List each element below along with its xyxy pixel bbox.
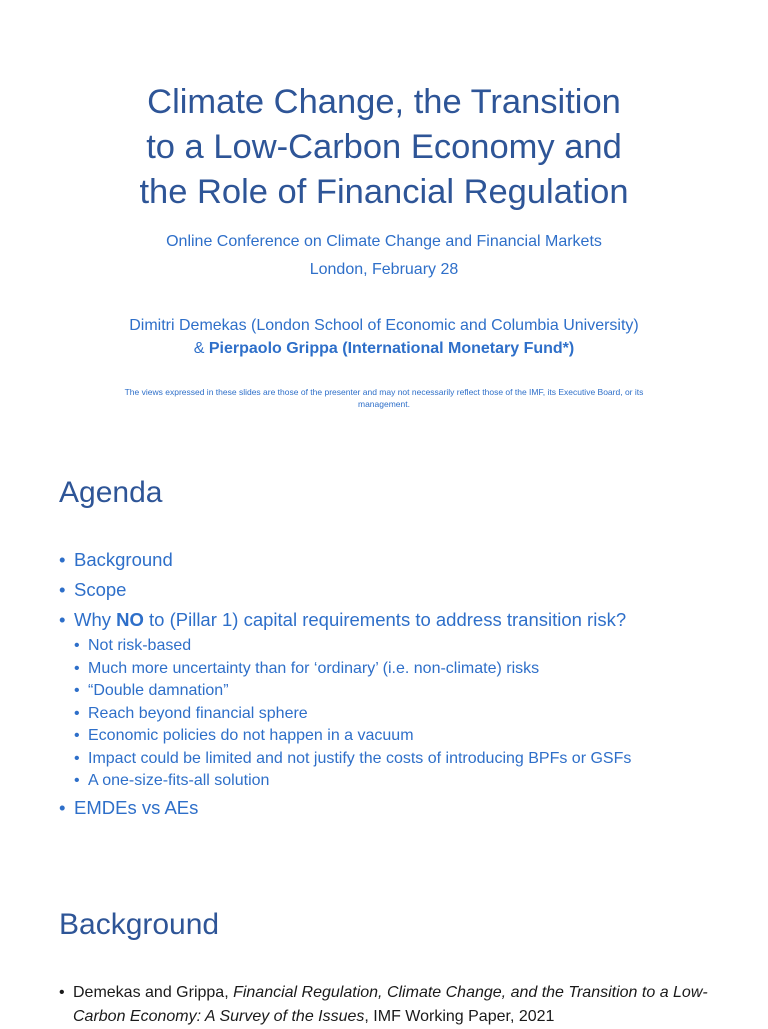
location-date: London, February 28 [309, 261, 459, 278]
agenda-subitem: • Impact could be limited and not justify the costs of introducing BPFs or GSFs [74, 748, 739, 771]
agenda-subitem: • Not risk-based [74, 635, 739, 658]
agenda-list [59, 545, 739, 823]
agenda-item-emdes: • EMDEs vs AEs [59, 793, 739, 823]
presentation-title [60, 80, 708, 215]
background-item [59, 981, 719, 1029]
title-line: the Role of Financial Regulation [139, 173, 629, 211]
agenda-title: Agenda [59, 476, 163, 509]
author-2-line [0, 337, 768, 360]
reference-title: Financial Regulation, Climate Change, and the Transition to a Low-Carbon Economy: A Survey of the Issues [73, 984, 708, 1025]
agenda-item-background: • Background [59, 545, 739, 575]
reference-source: , IMF Working Paper, 2021 [364, 1008, 555, 1025]
title-line: Climate Change, the Transition [147, 83, 621, 121]
agenda-item-capital-requirements [59, 605, 739, 793]
agenda-item-suffix: to (Pillar 1) capital requirements to address transition risk? [143, 609, 627, 630]
agenda-sublist [74, 635, 739, 793]
conference-name: Online Conference on Climate Change and Financial Markets [166, 233, 602, 250]
agenda-item-scope: • Scope [59, 575, 739, 605]
agenda-item-prefix: Why [74, 609, 117, 630]
agenda-subitem: • Much more uncertainty than for ‘ordinary’ (i.e. non-climate) risks [74, 658, 739, 681]
agenda-subitem: • Reach beyond financial sphere [74, 703, 739, 726]
author-2: Pierpaolo Grippa (International Monetary Fund*) [208, 340, 575, 357]
conference-subtitle [0, 228, 768, 284]
agenda-item-bold-no: NO [116, 609, 144, 630]
background-list [59, 981, 719, 1029]
background-title: Background [59, 908, 220, 941]
agenda-subitem: • “Double damnation” [74, 680, 739, 703]
agenda-subitem: • A one-size-fits-all solution [74, 770, 739, 793]
author-1: Dimitri Demekas (London School of Economic and Columbia University) [129, 317, 639, 334]
disclaimer: The views expressed in these slides are those of the presenter and may not necessarily reflect those of the IMF, its Executive Board, or its management. [124, 387, 644, 409]
title-line: to a Low-Carbon Economy and [146, 128, 622, 166]
authors-block [0, 314, 768, 360]
author-ampersand: & [193, 340, 205, 357]
agenda-subitem: • Economic policies do not happen in a vacuum [74, 725, 739, 748]
reference-authors: Demekas and Grippa, [73, 984, 234, 1001]
